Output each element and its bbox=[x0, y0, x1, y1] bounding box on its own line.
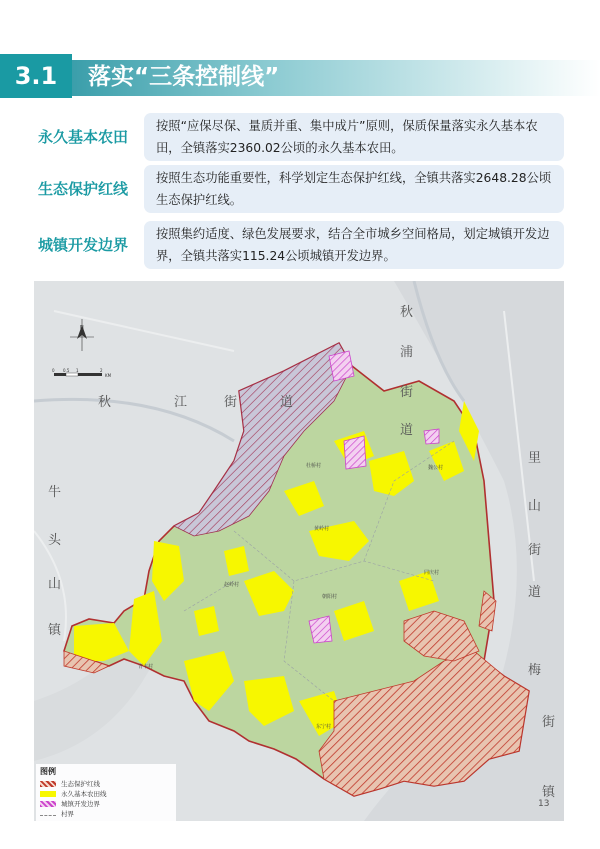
place-label: 街 bbox=[542, 715, 556, 730]
section-number: 3.1 bbox=[0, 54, 72, 98]
scale-label-3: 2 bbox=[100, 368, 103, 373]
row-label: 永久基本农田 bbox=[38, 128, 129, 146]
place-label: 镇 bbox=[48, 623, 62, 638]
place-label: 道 bbox=[400, 423, 414, 438]
legend-item-village-boundary: 村界 bbox=[40, 810, 74, 819]
legend-item-farmland: 永久基本农田线 bbox=[40, 790, 107, 799]
place-label: 牛 bbox=[48, 485, 62, 500]
village-label: 青丰村 bbox=[138, 664, 154, 670]
scale-unit: KM bbox=[105, 373, 112, 378]
row-eco-redline bbox=[0, 161, 600, 217]
legend-item-eco: 生态保护红线 bbox=[40, 780, 100, 789]
place-label: 山 bbox=[528, 499, 542, 514]
place-label: 秋 bbox=[98, 395, 112, 410]
place-label: 镇 bbox=[542, 785, 556, 800]
village-label: 朝阳村 bbox=[322, 594, 338, 600]
place-label: 道 bbox=[280, 395, 294, 410]
section-title: 落实“三条控制线” bbox=[88, 64, 280, 90]
section-header bbox=[0, 54, 600, 98]
map-svg bbox=[34, 281, 564, 821]
place-label: 山 bbox=[48, 577, 62, 592]
row-farmland bbox=[0, 109, 600, 165]
legend-item-urban: 城镇开发边界 bbox=[40, 800, 100, 809]
scale-label-1: 0.5 bbox=[63, 368, 70, 373]
place-label: 江 bbox=[174, 395, 188, 410]
scale-label-2: 1 bbox=[76, 368, 79, 373]
legend-swatch bbox=[40, 791, 56, 797]
place-label: 街 bbox=[400, 385, 414, 400]
legend-swatch bbox=[40, 781, 56, 787]
place-label: 浦 bbox=[400, 345, 414, 360]
page-number: 13 bbox=[538, 799, 550, 809]
village-label: 黄岭村 bbox=[314, 526, 330, 532]
scale-bar bbox=[54, 373, 102, 376]
row-label: 城镇开发边界 bbox=[38, 236, 129, 254]
legend-swatch bbox=[40, 801, 56, 807]
legend-swatch bbox=[40, 815, 56, 816]
village-label: 赵岭村 bbox=[224, 582, 240, 588]
place-label: 街 bbox=[224, 395, 238, 410]
land-use-map bbox=[34, 281, 564, 821]
row-text: 按照“应保尽保、量质并重、集中成片”原则，保质保量落实永久基本农田，全镇落实2360.02公顷的永久基本农田。 bbox=[144, 113, 564, 161]
map-legend bbox=[36, 764, 176, 822]
place-label: 里 bbox=[528, 451, 542, 466]
place-label: 头 bbox=[48, 533, 62, 548]
row-label: 生态保护红线 bbox=[38, 180, 129, 198]
village-label: 魏公村 bbox=[428, 465, 444, 471]
compass-label: N bbox=[80, 325, 84, 331]
place-label: 梅 bbox=[528, 663, 542, 678]
row-urban-boundary bbox=[0, 217, 600, 273]
place-label: 秋 bbox=[400, 305, 414, 320]
village-label: 东宁村 bbox=[316, 724, 332, 730]
row-text: 按照生态功能重要性，科学划定生态保护红线，全镇共落实2648.28公顷生态保护红线。 bbox=[144, 165, 564, 213]
place-label: 街 bbox=[528, 543, 542, 558]
legend-title: 图例 bbox=[40, 767, 56, 776]
village-label: 杜桥村 bbox=[306, 463, 322, 469]
place-label: 道 bbox=[528, 585, 542, 600]
scale-label-0: 0 bbox=[52, 368, 55, 373]
village-label: 同庆村 bbox=[424, 570, 440, 576]
row-text: 按照集约适度、绿色发展要求，结合全市城乡空间格局，划定城镇开发边界，全镇共落实115.24公顷城镇开发边界。 bbox=[144, 221, 564, 269]
